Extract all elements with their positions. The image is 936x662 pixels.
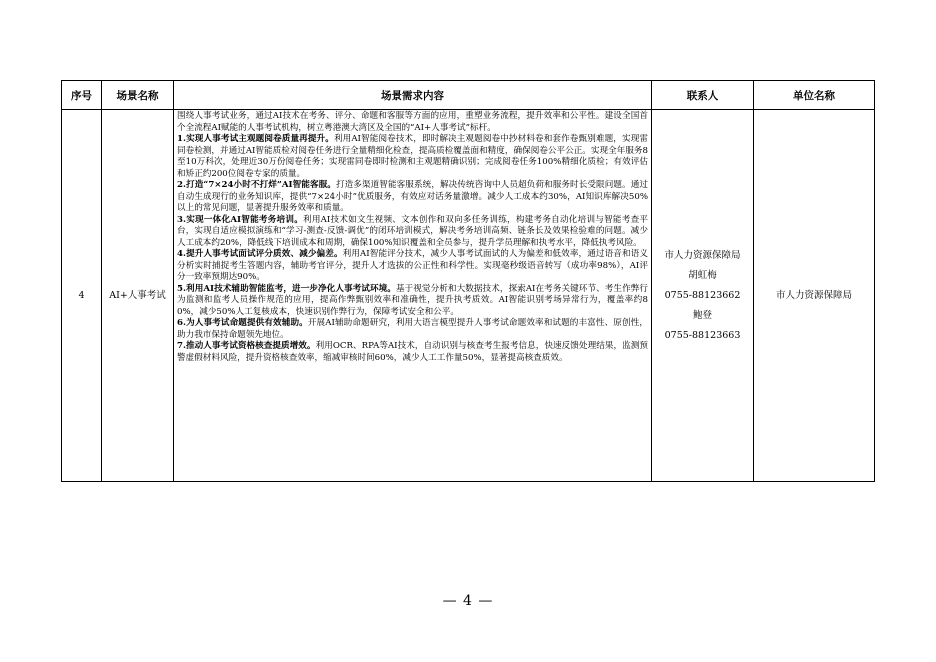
requirement-item-text: 利用AI智能评分技术，减少人事考试面试的人为偏差和低效率，通过语音和语义分析实时捕捉考生答题内容，辅助考官评分，提升人才选拔的公正性和科学性。实现毫秒级语音转写（成功率98%），AI评分一致率预期达90%。 [177,249,648,282]
requirement-item-text: 利用AI智能阅卷技术，即时解决主观题阅卷中抄材料卷和套作卷甄别难题，实现雷同卷检测，并通过AI智能质检对阅卷任务进行全量精细化检查，提高质检覆盖面和精度，确保阅卷公平公正。实现全年服务8至10万科次，处理近30万份阅卷任务；实现雷同卷即时检测和主观题精确识别；完成阅卷任务100%精细化质检；有效评估和矫正约200位阅卷专家的质量。 [177,134,648,179]
requirement-item-title: 3.实现一体化AI智能考务培训。 [177,214,304,225]
contact-name-1: 胡虹梅 [688,269,717,281]
page-number: — 4 — [442,593,494,609]
requirement-item-text: 开展AI辅助命题研究，利用大语言模型提升人事考试命题效率和试题的丰富性、原创性，助力我市保持命题领先地位。 [177,318,648,340]
header-contact: 联系人 [652,81,754,110]
requirement-item-text: 基于视觉分析和大数据技术，探索AI在考务关键环节、考生作弊行为监测和监考人员操作规范的应用，提高作弊甄别效率和准确性，提升执考质效。AI智能识别考场异常行为，覆盖率约80%，减少50%人工复核成本，快速识别作弊行为，保障考试安全和公平。 [177,283,648,317]
requirement-item-title: 2.打造“7×24小时不打烊”AI智能客服。 [177,180,336,190]
contact-phone-1: 0755-88123662 [664,289,741,301]
table-header-row [62,81,875,110]
contact-name-2: 鲍登 [692,309,712,321]
requirement-item-title: 7.推动人事考试资格核查提质增效。 [177,341,316,351]
header-scene-name: 场景名称 [102,81,174,110]
requirement-item-text: 利用OCR、RPA等AI技术，自动识别与核查考生报考信息，快速反馈处理结果，监测预警虚假材料风险，提升资格核查效率，缩减审核时间60%，减少人工工作量50%，显著提高核查质效。 [177,341,648,363]
cell-unit: 市人力资源保障局 [754,110,875,482]
cell-contact [652,110,754,482]
requirement-item-3 [177,215,648,250]
requirement-item-text: 打造多渠道智能客服系统，解决传统咨询中人员超负荷和服务时长受限问题。通过自动生成现行的业务知识库，提供“7×24小时”优质服务，有效应对话务量激增。减少人工成本约30%，AI知识库解决50%以上的常见问题，显著提升服务效率和质量。 [177,180,648,213]
table-row [62,110,875,482]
requirement-item-4 [177,249,648,284]
requirement-item-title: 6.为人事考试命题提供有效辅助。 [177,318,308,328]
requirement-item-title: 1.实现人事考试主观题阅卷质量再提升。 [177,134,334,144]
cell-scene-name: AI+人事考试 [102,110,174,482]
cell-seq: 4 [62,110,102,482]
requirement-item-6 [177,318,648,341]
contact-department: 市人力资源保障局 [664,249,741,261]
requirement-item-title: 4.提升人事考试面试评分质效、减少偏差。 [177,249,343,259]
requirement-item-1 [177,134,648,180]
scene-table [61,80,875,482]
requirement-item-7 [177,341,648,364]
header-seq: 序号 [62,81,102,110]
requirement-item-5 [177,284,648,319]
cell-requirement [174,110,652,482]
header-unit: 单位名称 [754,81,875,110]
requirement-item-2 [177,180,648,215]
requirement-item-text: 利用AI技术如文生视频、文本创作和双向多任务训练，构建考务自动化培训与智能考查平台，实现自适应模拟演练和“学习-测查-反馈-调优”的闭环培训模式，解决考务培训高频、链条长及效果检验难的问题。减少人工成本约20%，降低线下培训成本和周期，确保100%知识覆盖和全员参与，提升学员理解和执考水平，降低执考风险。 [177,214,648,248]
header-requirement: 场景需求内容 [174,81,652,110]
requirement-intro: 围绕人事考试业务，通过AI技术在考务、评分、命题和客服等方面的应用，重塑业务流程，提升效率和公平性。建设全国首个全流程AI赋能的人事考试机构，树立粤港澳大湾区及全国的“AI+人事考试”标杆。 [177,111,648,133]
requirement-item-title: 5.利用AI技术辅助智能监考，进一步净化人事考试环境。 [177,283,396,294]
contact-phone-2: 0755-88123663 [664,329,741,341]
